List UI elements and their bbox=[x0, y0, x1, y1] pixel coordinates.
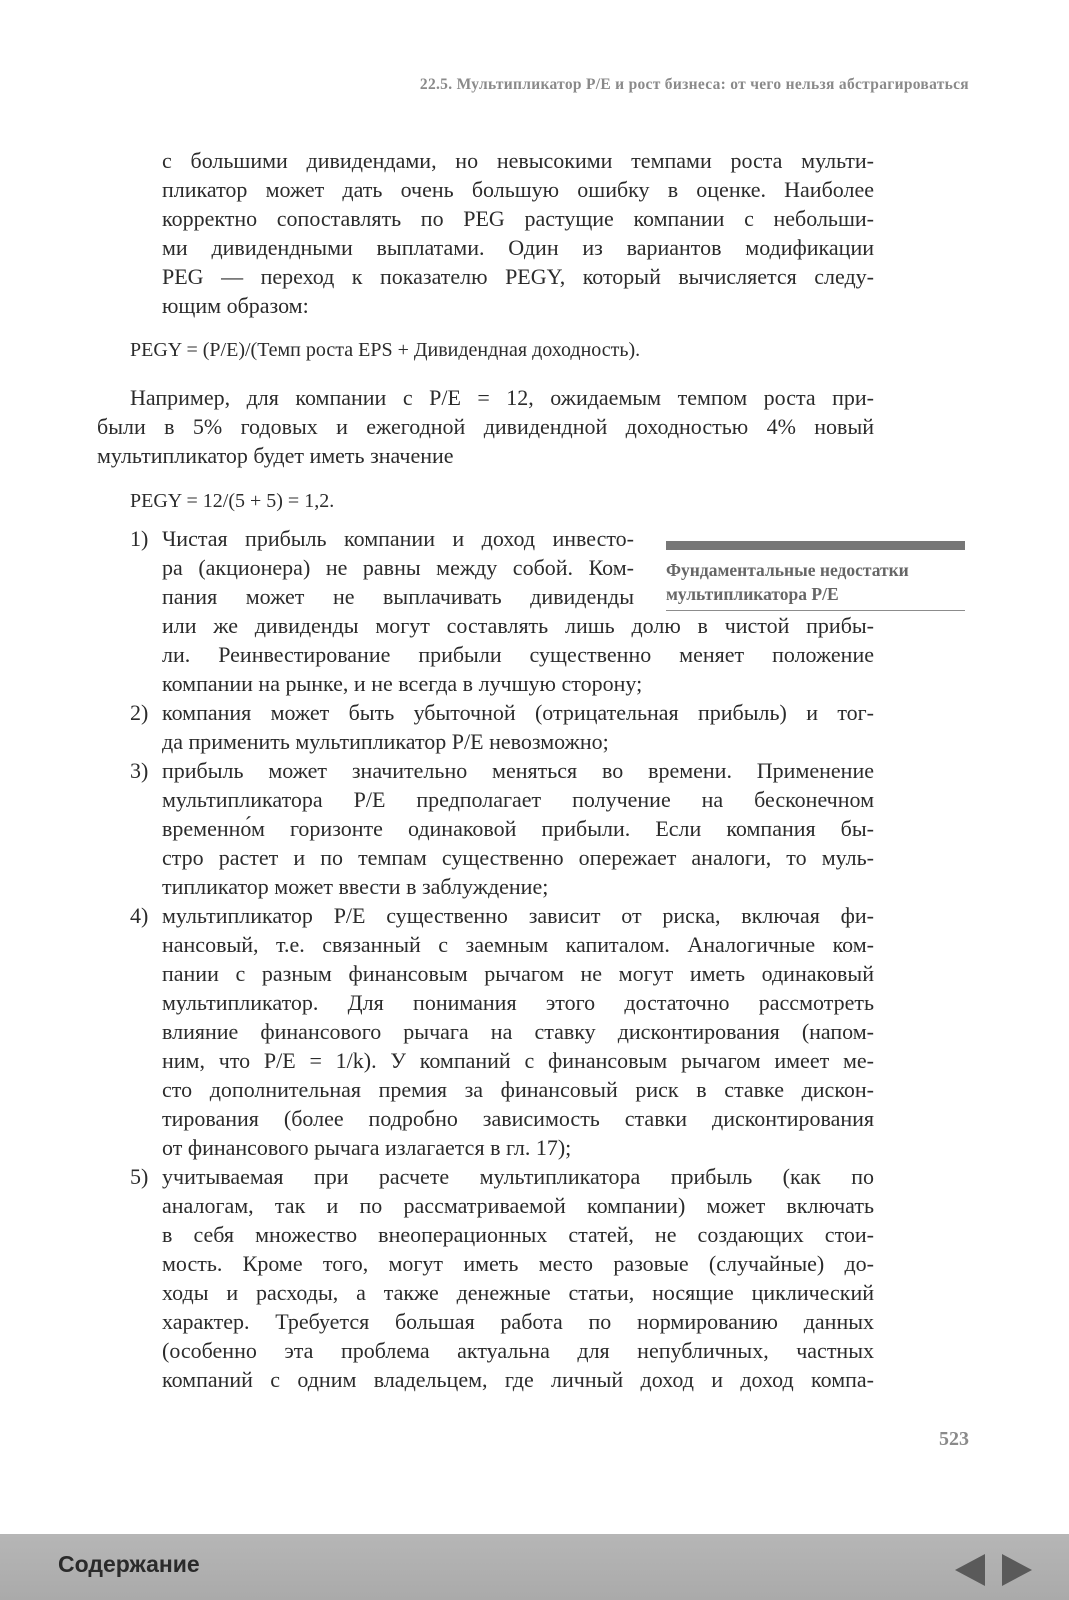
text-line: сто дополнительная премия за финансовый риск в ставке дискон- bbox=[162, 1077, 874, 1102]
text-line: учитываемая при расчете мультипликатора прибыль (как по bbox=[162, 1164, 874, 1189]
text-line: ми дивидендными выплатами. Один из вариантов модификации bbox=[162, 235, 874, 260]
text-line: мультипликатор будет иметь значение bbox=[97, 443, 454, 468]
triangle-left-icon[interactable] bbox=[955, 1554, 985, 1586]
page-number: 523 bbox=[939, 1428, 969, 1450]
running-head: 22.5. Мультипликатор P/E и рост бизнеса: от чего нельзя абстрагироваться bbox=[419, 76, 969, 93]
list-number: 5) bbox=[130, 1164, 149, 1189]
sidebar-rule bbox=[666, 541, 965, 550]
text-line: нансовый, т.е. связанный с заемным капиталом. Аналогичные ком- bbox=[162, 932, 874, 957]
text-line: влияние финансового рычага на ставку дисконтирования (напом- bbox=[162, 1019, 874, 1044]
text-line: были в 5% годовых и ежегодной дивидендной доходностью 4% новый bbox=[97, 414, 874, 439]
sidebar-title-line: мультипликатора P/E bbox=[666, 584, 839, 604]
text-line: ходы и расходы, а также денежные статьи, носящие циклический bbox=[162, 1280, 874, 1305]
text-line: ющим образом: bbox=[162, 293, 309, 318]
text-line: пания может не выплачивать дивиденды bbox=[162, 584, 634, 609]
text-line: пании с разным финансовым рычагом не могут иметь одинаковый bbox=[162, 961, 874, 986]
sidebar-title bbox=[666, 558, 965, 611]
text-line: да применить мультипликатор P/E невозможно; bbox=[162, 729, 609, 754]
list-number: 4) bbox=[130, 903, 149, 928]
text-line: прибыль может значительно меняться во времени. Применение bbox=[162, 758, 874, 783]
text-line: аналогам, так и по рассматриваемой компании) может включать bbox=[162, 1193, 874, 1218]
text-line: Например, для компании с P/E = 12, ожидаемым темпом роста при- bbox=[130, 385, 874, 410]
text-line: или же дивиденды могут составлять лишь долю в чистой прибы- bbox=[162, 613, 874, 638]
contents-link[interactable]: Содержание bbox=[58, 1551, 200, 1577]
text-line: в себя множество внеоперационных статей, не создающих стои- bbox=[162, 1222, 874, 1247]
text-line: мультипликатор. Для понимания этого достаточно рассмотреть bbox=[162, 990, 874, 1015]
sidebar-box bbox=[666, 541, 965, 611]
text-line: ним, что P/E = 1/k). У компаний с финансовым рычагом имеет ме- bbox=[162, 1048, 874, 1073]
text-line: корректно сопоставлять по PEG растущие компании с небольши- bbox=[162, 206, 874, 231]
text-line: мость. Кроме того, могут иметь место разовые (случайные) до- bbox=[162, 1251, 874, 1276]
text-line: компания может быть убыточной (отрицательная прибыль) и тог- bbox=[162, 700, 874, 725]
text-line: с большими дивидендами, но невысокими темпами роста мульти- bbox=[162, 148, 874, 173]
text-line: тирования (более подробно зависимость ставки дисконтирования bbox=[162, 1106, 874, 1131]
text-line: пликатор может дать очень большую ошибку в оценке. Наиболее bbox=[162, 177, 874, 202]
text-line: мультипликатора P/E предполагает получение на бесконечном bbox=[162, 787, 874, 812]
triangle-right-icon[interactable] bbox=[1002, 1554, 1032, 1586]
text-line: ра (акционера) не равны между собой. Ком- bbox=[162, 555, 634, 580]
text-line: компании на рынке, и не всегда в лучшую сторону; bbox=[162, 671, 643, 696]
text-line: Чистая прибыль компании и доход инвесто- bbox=[162, 526, 634, 551]
list-number: 2) bbox=[130, 700, 149, 725]
pegy-formula: PEGY = (P/E)/(Темп роста EPS + Дивидендная доходность). bbox=[130, 339, 641, 361]
text-line: типликатор может ввести в заблуждение; bbox=[162, 874, 549, 899]
footer-nav-bar bbox=[0, 1534, 1069, 1600]
text-line: (особенно эта проблема актуальна для непубличных, частных bbox=[162, 1338, 874, 1363]
text-line: ли. Реинвестирование прибыли существенно меняет положение bbox=[162, 642, 874, 667]
intro-paragraph bbox=[162, 146, 874, 320]
text-line: PEG — переход к показателю PEGY, который вычисляется следу- bbox=[162, 264, 874, 289]
text-line: мультипликатор P/E существенно зависит от риска, включая фи- bbox=[162, 903, 874, 928]
list-number: 3) bbox=[130, 758, 149, 783]
text-line: временно́м горизонте одинаковой прибыли. Если компания бы- bbox=[162, 816, 874, 841]
pegy-example-formula: PEGY = 12/(5 + 5) = 1,2. bbox=[130, 490, 335, 512]
text-line: от финансового рычага излагается в гл. 17); bbox=[162, 1135, 572, 1160]
text-line: стро растет и по темпам существенно опережает аналоги, то муль- bbox=[162, 845, 874, 870]
text-line: компаний с одним владельцем, где личный доход и доход компа- bbox=[162, 1367, 874, 1392]
text-line: характер. Требуется большая работа по нормированию данных bbox=[162, 1309, 874, 1334]
example-paragraph bbox=[97, 383, 874, 470]
sidebar-title-line: Фундаментальные недостатки bbox=[666, 560, 909, 580]
list-number: 1) bbox=[130, 526, 149, 551]
